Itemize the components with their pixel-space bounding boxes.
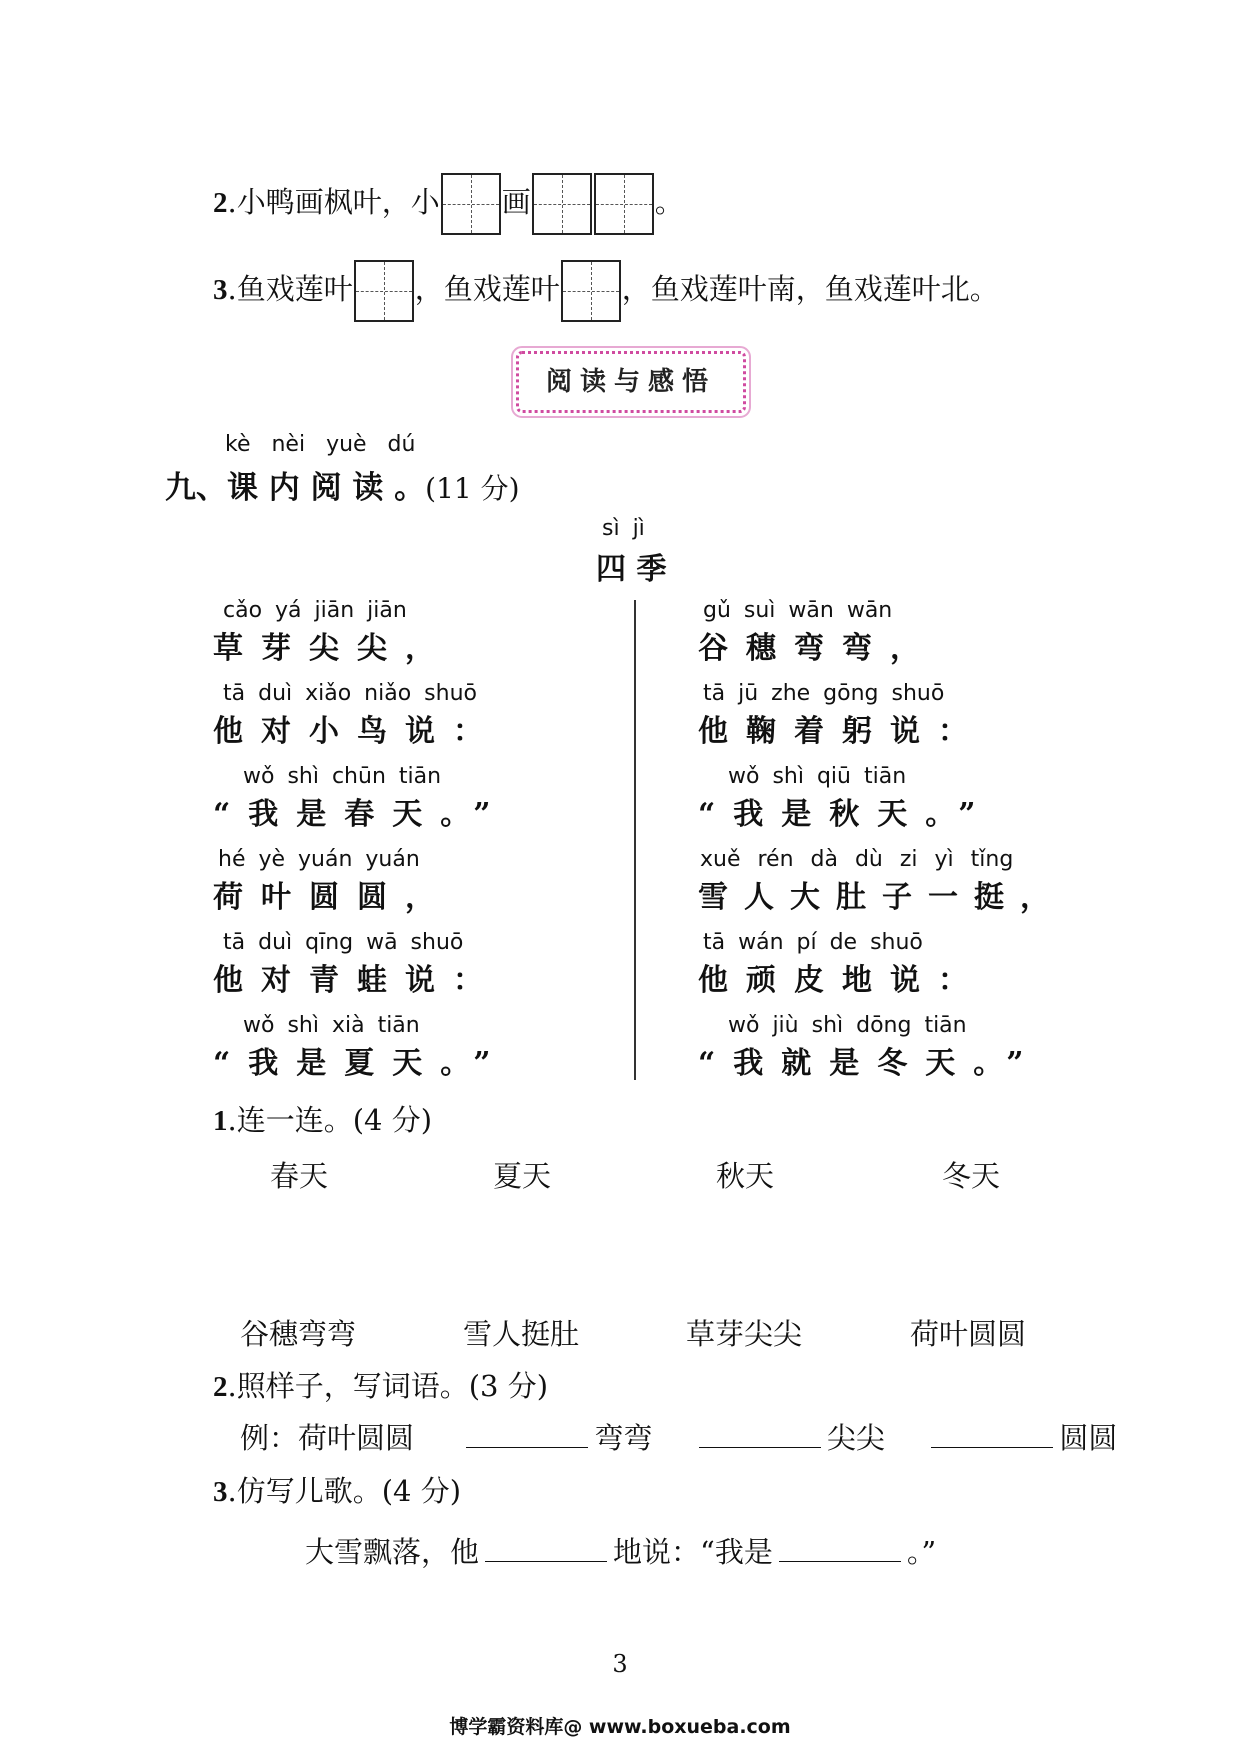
q2-item: 圆圆	[1059, 1421, 1118, 1455]
poem-left-column	[213, 598, 509, 1096]
tianzige-box[interactable]	[594, 173, 654, 235]
poem-line	[213, 681, 509, 764]
section-title-text: 九、课 内 阅 读 。	[165, 470, 426, 506]
hanzi: 草芽尖尖，	[213, 631, 453, 666]
q2-text: .照样子，写词语。(3 分)	[227, 1369, 549, 1403]
season-label[interactable]: 春天	[270, 1159, 329, 1193]
q3-text-a: .鱼戏莲叶	[227, 272, 353, 306]
pinyin: wǒ shì xià tiān	[243, 1013, 420, 1038]
phrase-label[interactable]: 谷穗弯弯	[240, 1317, 357, 1351]
pinyin: wǒ shì qiū tiān	[728, 764, 907, 789]
q2-example: 例：荷叶圆圆	[240, 1421, 415, 1455]
q2-number: 2	[213, 1371, 228, 1403]
q1-text: .连一连。(4 分)	[227, 1103, 433, 1137]
q3-part2: 地说：“我是	[613, 1535, 773, 1569]
poem-line	[698, 764, 1066, 847]
section-score: (11 分)	[425, 472, 520, 505]
poem-line	[698, 598, 1066, 681]
q2-end: 。	[654, 185, 684, 219]
pinyin: wǒ shì chūn tiān	[243, 764, 442, 789]
q3-number: 3	[213, 274, 228, 306]
poem-line	[698, 930, 1066, 1013]
hanzi: 雪人大肚子一挺，	[698, 880, 1066, 915]
tianzige-box[interactable]	[441, 173, 501, 235]
q3-answer-row	[305, 1532, 936, 1572]
q2-number: 2	[213, 187, 228, 219]
page-number: 3	[612, 1650, 628, 1678]
fill-blank-q3	[213, 260, 999, 322]
q3-part3: 。”	[906, 1535, 937, 1569]
phrase-label[interactable]: 荷叶圆圆	[910, 1317, 1027, 1351]
poem-line	[213, 847, 509, 930]
poem-title-pinyin: sì jì	[602, 516, 645, 541]
season-label[interactable]: 秋天	[716, 1159, 775, 1193]
q2-text-b: 画	[501, 185, 531, 219]
hanzi: “我就是冬天。”	[698, 1046, 1042, 1081]
tianzige-box[interactable]	[561, 260, 621, 322]
poem-line	[213, 764, 509, 847]
answer-blank[interactable]	[466, 1421, 588, 1448]
poem-line	[698, 1013, 1066, 1096]
hanzi: 他对青蛙说：	[213, 963, 501, 998]
q3-text: .仿写儿歌。(4 分)	[227, 1474, 462, 1508]
pinyin: gǔ suì wān wān	[703, 598, 893, 623]
answer-blank[interactable]	[779, 1535, 901, 1562]
tianzige-box[interactable]	[532, 173, 592, 235]
q2-item: 弯弯	[594, 1421, 653, 1455]
pinyin: wǒ jiù shì dōng tiān	[728, 1013, 967, 1038]
hanzi: 荷叶圆圆，	[213, 880, 453, 915]
poem-line	[213, 598, 509, 681]
hanzi: “我是秋天。”	[698, 797, 994, 832]
poem-line	[213, 930, 509, 1013]
pinyin: cǎo yá jiān jiān	[223, 598, 407, 623]
fill-blank-q2	[213, 173, 684, 235]
footer-watermark: 博学霸资料库@ www.boxueba.com	[449, 1716, 791, 1738]
hanzi: 他鞠着躬说：	[698, 714, 986, 749]
season-label[interactable]: 冬天	[942, 1159, 1001, 1193]
q3-prompt	[213, 1471, 461, 1512]
hanzi: 谷穗弯弯，	[698, 631, 938, 666]
poem-line	[698, 847, 1066, 930]
poem-line	[213, 1013, 509, 1096]
q3-text-b: ，鱼戏莲叶	[414, 272, 560, 306]
hanzi: 他对小鸟说：	[213, 714, 501, 749]
poem-line	[698, 681, 1066, 764]
phrase-label[interactable]: 雪人挺肚	[463, 1317, 580, 1351]
q1-number: 1	[213, 1105, 228, 1137]
q3-number: 3	[213, 1476, 228, 1508]
q2-text-a: .小鸭画枫叶，小	[227, 185, 440, 219]
section-title	[165, 462, 520, 507]
q3-part1: 大雪飘落，他	[305, 1535, 480, 1569]
pinyin: hé yè yuán yuán	[218, 847, 420, 872]
q2-prompt	[213, 1366, 548, 1407]
pinyin: tā jū zhe gōng shuō	[703, 681, 945, 706]
column-divider	[634, 600, 636, 1080]
poem-right-column	[698, 598, 1066, 1096]
season-label[interactable]: 夏天	[493, 1159, 552, 1193]
hanzi: “我是夏天。”	[213, 1046, 509, 1081]
answer-blank[interactable]	[931, 1421, 1053, 1448]
q2-item: 尖尖	[826, 1421, 885, 1455]
pinyin: tā duì xiǎo niǎo shuō	[223, 681, 477, 706]
pinyin: tā duì qīng wā shuō	[223, 930, 464, 955]
answer-blank[interactable]	[699, 1421, 821, 1448]
hanzi: “我是春天。”	[213, 797, 509, 832]
pinyin: tā wán pí de shuō	[703, 930, 923, 955]
q2-answer-row	[240, 1418, 1117, 1458]
section-pinyin: kè nèi yuè dú	[225, 432, 416, 457]
pinyin: xuě rén dà dù zi yì tǐng	[700, 847, 1014, 872]
q1-prompt	[213, 1100, 432, 1141]
tianzige-box[interactable]	[354, 260, 414, 322]
section-banner: 阅读与感悟	[516, 351, 746, 413]
answer-blank[interactable]	[485, 1535, 607, 1562]
poem-title: 四 季	[596, 552, 667, 587]
phrase-label[interactable]: 草芽尖尖	[686, 1317, 803, 1351]
q3-text-c: ，鱼戏莲叶南，鱼戏莲叶北。	[621, 272, 999, 306]
hanzi: 他顽皮地说：	[698, 963, 986, 998]
